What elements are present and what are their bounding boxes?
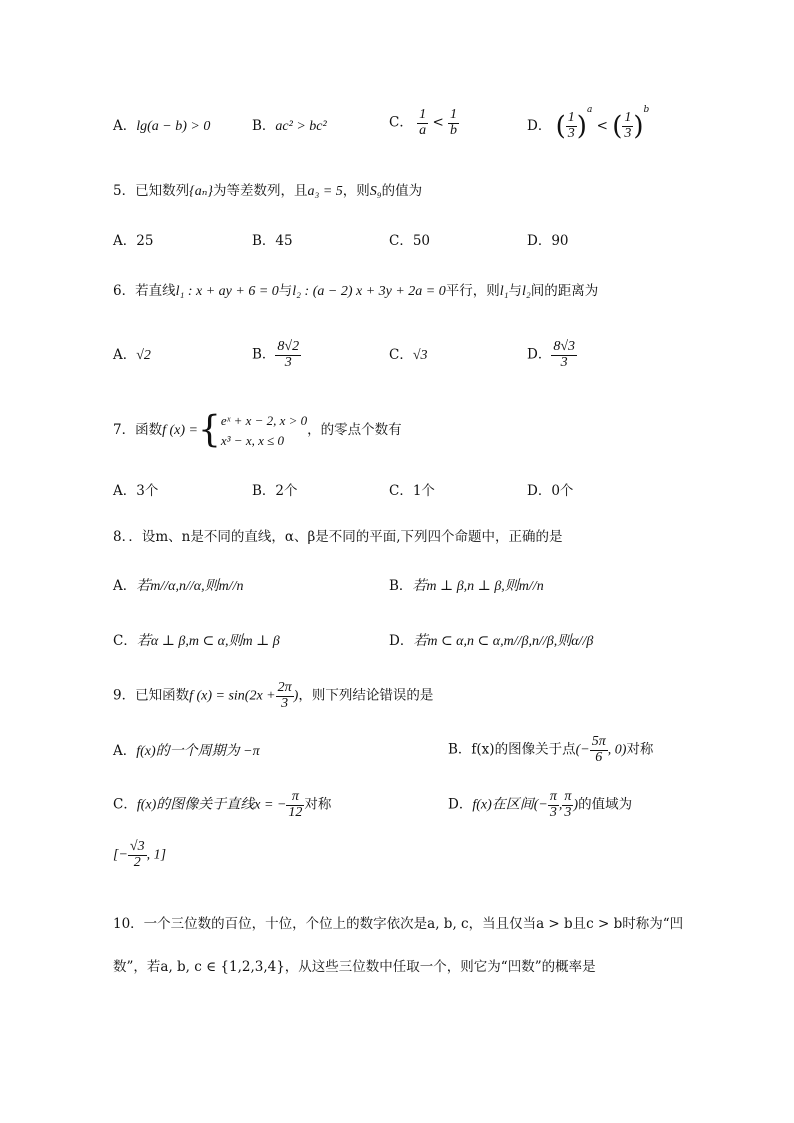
q9-option-c: C．f(x)的图像关于直线x = − $\frac{\pi}{12}$ 对称: [113, 789, 332, 820]
q8-option-c: C．若α ⊥ β,m ⊂ α,则m ⊥ β: [113, 633, 280, 649]
q8-option-b: B．若m ⊥ β,n ⊥ β,则m//n: [389, 578, 544, 594]
q8-option-a: A．若m//α,n//α,则m//n: [113, 578, 244, 594]
q6-option-c: C．√3: [389, 347, 428, 363]
q6-option-b: B． $\frac{8√2}{3}$: [252, 339, 300, 370]
q10-stem-line2: 数”，若a, b, c ∈ {1,2,3,4}，从这些三位数中任取一个，则它为“凹数”的概率是: [113, 959, 596, 975]
q9-option-b: B．f(x)的图像关于点(− $\frac{5\pi}{6}$ , 0)对称: [448, 734, 654, 765]
q9-option-d: D．f(x)在区间(− $\frac{\pi}{3}$ , $\frac{\pi}{3}$ )的值域为: [448, 789, 633, 820]
q4-option-b: B．ac² > bc²: [252, 118, 327, 134]
piecewise-cases: eˣ + x − 2, x > 0 x³ − x, x ≤ 0: [220, 413, 308, 448]
fraction: $\frac{1}{3}$: [567, 110, 575, 141]
fraction: $\frac{√3}{2}$: [129, 839, 145, 870]
fraction: $\frac{5\pi}{6}$: [591, 734, 606, 765]
q8-stem: 8．．设m、n是不同的直线，α、β是不同的平面,下列四个命题中，正确的是: [113, 529, 563, 545]
q7-option-b: B．2个: [252, 483, 298, 499]
q8-option-d: D．若m ⊂ α,n ⊂ α,m//β,n//β,则α//β: [389, 633, 594, 649]
fraction: $\frac{8√3}{3}$: [553, 339, 576, 370]
q4-option-d: D． ( $\frac{1}{3}$ )$^a$ < ( $\frac{1}{3}$ )$^b$: [527, 105, 650, 142]
fraction: $\frac{1}{3}$: [624, 110, 632, 141]
fraction: $\frac{8√2}{3}$: [277, 339, 300, 370]
q7-option-c: C．1个: [389, 483, 435, 499]
q5-option-a: A．25: [113, 233, 154, 249]
q6-stem: 6．若直线l₁ : x + ay + 6 = 0与l₂ : (a − 2) x + 3y + 2a = 0平行，则l₁与l₂间的距离为: [113, 283, 599, 299]
fraction: $\frac{1}{b}$: [450, 107, 458, 138]
q7-stem: 7．函数f (x) ={ eˣ + x − 2, x > 0 x³ − x, x ≤ 0 ，的零点个数有: [113, 409, 402, 451]
q5-stem: 5．已知数列{aₙ}为等差数列，且a₃ = 5，则S₉的值为: [113, 183, 423, 199]
q10-stem-line1: 10．一个三位数的百位，十位，个位上的数字依次是a, b, c，当且仅当a > b且c > b时称为“凹: [113, 916, 684, 932]
q6-option-d: D． $\frac{8√3}{3}$: [527, 339, 576, 370]
q4-option-a: A．lg(a − b) > 0: [113, 118, 211, 134]
fraction: $\frac{1}{a}$: [419, 107, 427, 138]
fraction: $\frac{\pi}{3}$: [549, 789, 557, 820]
q7-option-d: D．0个: [527, 483, 574, 499]
q9-option-a: A．f(x)的一个周期为 −π: [113, 743, 260, 759]
q9-stem: 9．已知函数f (x) = sin(2x + $\frac{2\pi}{3}$ )，则下列结论错误的是: [113, 680, 434, 711]
q5-option-c: C．50: [389, 233, 431, 249]
q6-option-a: A．√2: [113, 347, 151, 363]
q4-option-c: C． $\frac{1}{a}$ < $\frac{1}{b}$: [389, 107, 458, 138]
q9-option-d-continued: [− $\frac{√3}{2}$ , 1]: [113, 839, 167, 870]
q7-option-a: A．3个: [113, 483, 159, 499]
fraction: $\frac{\pi}{3}$: [564, 789, 572, 820]
fraction: $\frac{\pi}{12}$: [288, 789, 303, 820]
q5-option-d: D．90: [527, 233, 569, 249]
q5-option-b: B．45: [252, 233, 293, 249]
fraction: $\frac{2\pi}{3}$: [277, 680, 292, 711]
